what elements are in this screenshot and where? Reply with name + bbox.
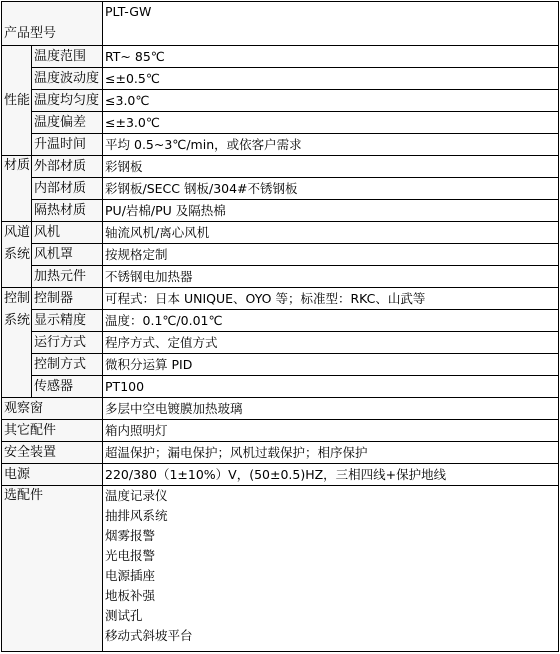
table-row: [2, 420, 559, 442]
row-value: 彩钢板: [103, 156, 559, 178]
table-row: [2, 222, 559, 244]
table-row: [2, 2, 559, 46]
row-value: RT~ 85℃: [103, 46, 559, 68]
row-value: 程序方式、定值方式: [103, 332, 559, 354]
list-item: 光电报警: [105, 548, 156, 563]
category-line: 系统: [4, 247, 31, 262]
category-line: 控制: [4, 291, 31, 306]
row-value: 平均 0.5~3℃/min，或依客户需求: [103, 134, 559, 156]
list-item: 测试孔: [105, 608, 143, 623]
options-label: 选配件: [2, 486, 103, 652]
options-list: [103, 486, 559, 652]
window-value: 多层中空电镀膜加热玻璃: [103, 398, 559, 420]
row-value: ≤3.0℃: [103, 90, 559, 112]
row-label: 隔热材质: [32, 200, 103, 222]
category-airduct: [2, 222, 32, 288]
safety-value: 超温保护；漏电保护；风机过载保护；相序保护: [103, 442, 559, 464]
row-value: ≤±3.0℃: [103, 112, 559, 134]
table-row: [2, 244, 559, 266]
row-label: 控制方式: [32, 354, 103, 376]
power-value: 220/380（1±10%）V，(50±0.5)HZ，三相四线+保护地线: [103, 464, 559, 486]
row-value: ≤±0.5℃: [103, 68, 559, 90]
table-row: [2, 90, 559, 112]
row-label: 内部材质: [32, 178, 103, 200]
table-row: [2, 134, 559, 156]
table-row: [2, 112, 559, 134]
row-label: 温度均匀度: [32, 90, 103, 112]
row-label: 温度范围: [32, 46, 103, 68]
row-value: 彩钢板/SECC 钢板/304#不锈钢板: [103, 178, 559, 200]
table-row: [2, 68, 559, 90]
list-item: 电源插座: [105, 568, 156, 583]
table-row: [2, 266, 559, 288]
table-row: [2, 354, 559, 376]
row-label: 运行方式: [32, 332, 103, 354]
window-label: 观察窗: [2, 398, 103, 420]
list-item: 地板补强: [105, 588, 156, 603]
category-line: 风道: [4, 225, 31, 240]
row-label: 风机: [32, 222, 103, 244]
list-item: 温度记录仪: [105, 488, 168, 503]
category-performance: 性能: [2, 46, 32, 156]
other-label: 其它配件: [2, 420, 103, 442]
table-row: [2, 486, 559, 652]
table-row: [2, 310, 559, 332]
list-item: 抽排风系统: [105, 508, 168, 523]
row-value: 温度：0.1℃/0.01℃: [103, 310, 559, 332]
spec-table: [1, 1, 559, 652]
row-value: 微积分运算 PID: [103, 354, 559, 376]
category-control: [2, 288, 32, 398]
row-value: 按规格定制: [103, 244, 559, 266]
power-label: 电源: [2, 464, 103, 486]
table-row: [2, 376, 559, 398]
list-item: 移动式斜坡平台: [105, 628, 193, 643]
row-value: 可程式：日本 UNIQUE、OYO 等；标准型：RKC、山武等: [103, 288, 559, 310]
table-row: [2, 178, 559, 200]
row-value: PT100: [103, 376, 559, 398]
row-label: 加热元件: [32, 266, 103, 288]
row-value: 轴流风机/离心风机: [103, 222, 559, 244]
table-row: [2, 442, 559, 464]
category-line: 系统: [4, 313, 31, 328]
table-row: [2, 288, 559, 310]
table-row: [2, 464, 559, 486]
row-label: 传感器: [32, 376, 103, 398]
row-label: 升温时间: [32, 134, 103, 156]
row-label: 温度波动度: [32, 68, 103, 90]
row-value: PU/岩棉/PU 及隔热棉: [103, 200, 559, 222]
row-label: 温度偏差: [32, 112, 103, 134]
table-row: [2, 156, 559, 178]
row-label: 控制器: [32, 288, 103, 310]
table-row: [2, 200, 559, 222]
table-row: [2, 332, 559, 354]
list-item: 烟雾报警: [105, 528, 156, 543]
table-row: [2, 398, 559, 420]
safety-label: 安全装置: [2, 442, 103, 464]
table-row: [2, 46, 559, 68]
other-value: 箱内照明灯: [103, 420, 559, 442]
model-label: 产品型号: [2, 2, 103, 46]
row-label: 显示精度: [32, 310, 103, 332]
row-label: 风机罩: [32, 244, 103, 266]
category-material: 材质: [2, 156, 32, 222]
row-value: 不锈钢电加热器: [103, 266, 559, 288]
row-label: 外部材质: [32, 156, 103, 178]
model-value: PLT-GW: [103, 2, 559, 46]
